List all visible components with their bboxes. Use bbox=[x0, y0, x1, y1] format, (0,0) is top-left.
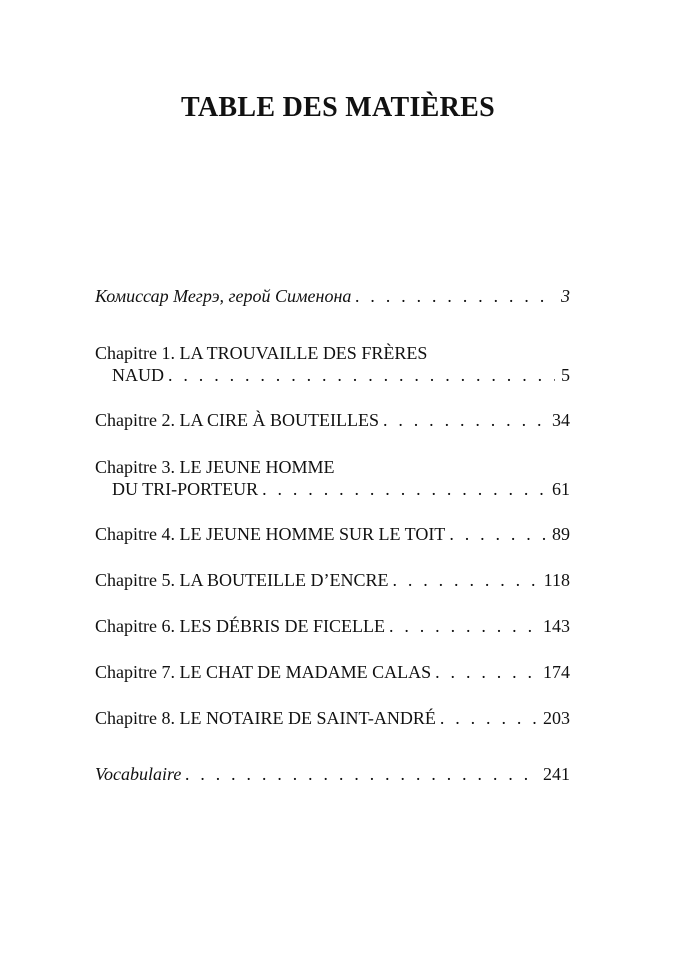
dot-leader bbox=[383, 409, 546, 431]
toc-entry-title: Chapitre 2. LA CIRE À BOUTEILLES bbox=[95, 410, 379, 430]
toc-entry-title: Комиссар Мегрэ, герой Сименона bbox=[95, 286, 352, 306]
toc-page-number: 34 bbox=[552, 410, 570, 430]
toc-page-number: 143 bbox=[543, 616, 570, 636]
toc-entry-chapter-3[interactable] bbox=[95, 456, 570, 500]
toc-page-number: 203 bbox=[543, 708, 570, 728]
toc-entry-chapter-7[interactable] bbox=[95, 661, 570, 683]
toc-entry-title: Chapitre 7. LE CHAT DE MADAME CALAS bbox=[95, 662, 432, 682]
toc-entry-title: Chapitre 6. LES DÉBRIS DE FICELLE bbox=[95, 616, 385, 636]
page-title: TABLE DES MATIÈRES bbox=[180, 92, 495, 123]
dot-leader bbox=[185, 763, 537, 785]
toc-page-number: 118 bbox=[543, 570, 570, 590]
dot-leader bbox=[389, 615, 537, 637]
toc-page-number: 89 bbox=[552, 524, 570, 544]
toc-page-number: 241 bbox=[543, 764, 570, 784]
dot-leader bbox=[168, 364, 555, 386]
toc-entry-chapter-5[interactable] bbox=[95, 569, 570, 591]
toc-entry-chapter-4[interactable] bbox=[95, 523, 570, 545]
toc-entry-title-line2: DU TRI-PORTEUR bbox=[112, 479, 259, 499]
toc-page-number: 61 bbox=[552, 479, 570, 499]
dot-leader bbox=[392, 569, 537, 591]
toc-entry-intro[interactable] bbox=[95, 285, 570, 307]
toc-entry-title-line2: NAUD bbox=[112, 365, 164, 385]
toc-entry-title: Chapitre 5. LA BOUTEILLE D’ENCRE bbox=[95, 570, 389, 590]
toc-entry-chapter-1[interactable] bbox=[95, 342, 570, 386]
toc-entry-chapter-6[interactable] bbox=[95, 615, 570, 637]
toc-page-number: 3 bbox=[561, 286, 570, 306]
dot-leader bbox=[440, 707, 537, 729]
toc-entry-title: Chapitre 4. LE JEUNE HOMME SUR LE TOIT bbox=[95, 524, 446, 544]
toc-entry-title: Vocabulaire bbox=[95, 764, 182, 784]
toc-entry-chapter-8[interactable] bbox=[95, 707, 570, 729]
toc-entry-vocabulaire[interactable] bbox=[95, 763, 570, 785]
toc-page-number: 174 bbox=[543, 662, 570, 682]
toc-entry-title-line1: Chapitre 3. LE JEUNE HOMME bbox=[95, 457, 335, 477]
dot-leader bbox=[355, 285, 555, 307]
dot-leader bbox=[435, 661, 537, 683]
dot-leader bbox=[449, 523, 546, 545]
toc-entry-title-line1: Chapitre 1. LA TROUVAILLE DES FRÈRES bbox=[95, 343, 428, 363]
toc-page-number: 5 bbox=[561, 365, 570, 385]
toc-entry-chapter-2[interactable] bbox=[95, 409, 570, 431]
toc-entry-title: Chapitre 8. LE NOTAIRE DE SAINT-ANDRÉ bbox=[95, 708, 436, 728]
dot-leader bbox=[262, 478, 546, 500]
